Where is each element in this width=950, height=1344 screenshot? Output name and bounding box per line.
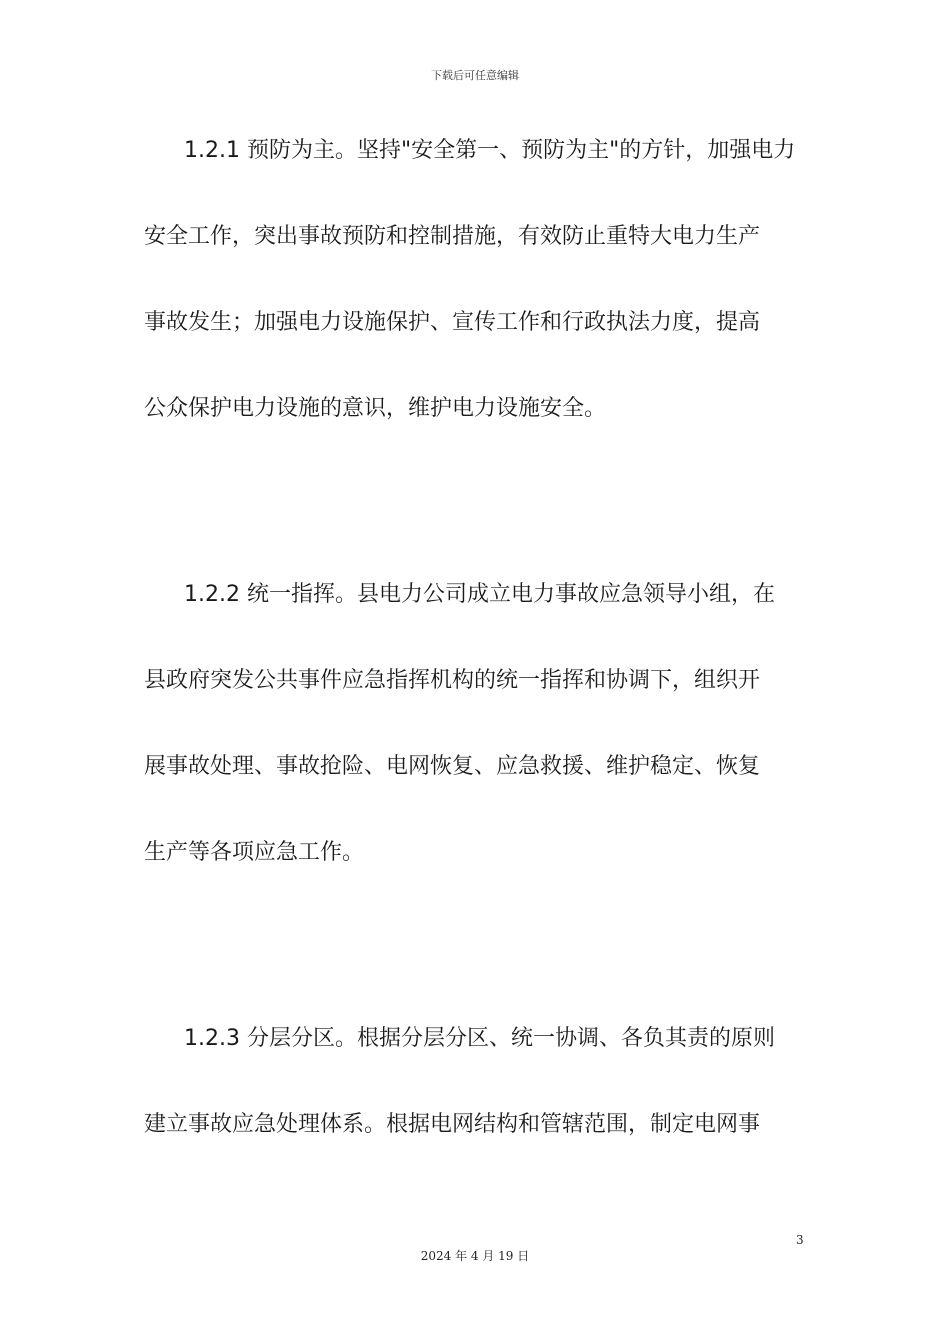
paragraph-1-2-2 xyxy=(144,552,814,896)
page-footer-date: 2024 年 4 月 19 日 xyxy=(420,1249,530,1263)
page-number: 3 xyxy=(796,1233,804,1247)
paragraph-line: 1.2.3 分层分区。根据分层分区、统一协调、各负其责的原则 xyxy=(184,1026,775,1051)
paragraph-line: 1.2.2 统一指挥。县电力公司成立电力事故应急领导小组，在 xyxy=(184,582,775,607)
paragraph-line: 县政府突发公共事件应急指挥机构的统一指挥和协调下，组织开 xyxy=(144,668,761,693)
paragraph-1-2-3 xyxy=(144,996,814,1168)
paragraph-line: 1.2.1 预防为主。坚持"安全第一、预防为主"的方针，加强电力 xyxy=(184,138,796,163)
document-body xyxy=(144,996,814,1168)
paragraph-line: 生产等各项应急工作。 xyxy=(144,840,365,865)
document-body xyxy=(144,552,814,896)
document-body xyxy=(144,108,814,452)
paragraph-line: 安全工作，突出事故预防和控制措施，有效防止重特大电力生产 xyxy=(144,224,761,249)
paragraph-1-2-1 xyxy=(144,108,814,452)
paragraph-line: 公众保护电力设施的意识，维护电力设施安全。 xyxy=(144,396,607,421)
page-header: 下载后可任意编辑 xyxy=(431,69,519,82)
paragraph-line: 展事故处理、事故抢险、电网恢复、应急救援、维护稳定、恢复 xyxy=(144,754,761,779)
paragraph-line: 建立事故应急处理体系。根据电网结构和管辖范围，制定电网事 xyxy=(144,1112,761,1137)
paragraph-line: 事故发生；加强电力设施保护、宣传工作和行政执法力度，提高 xyxy=(144,310,761,335)
